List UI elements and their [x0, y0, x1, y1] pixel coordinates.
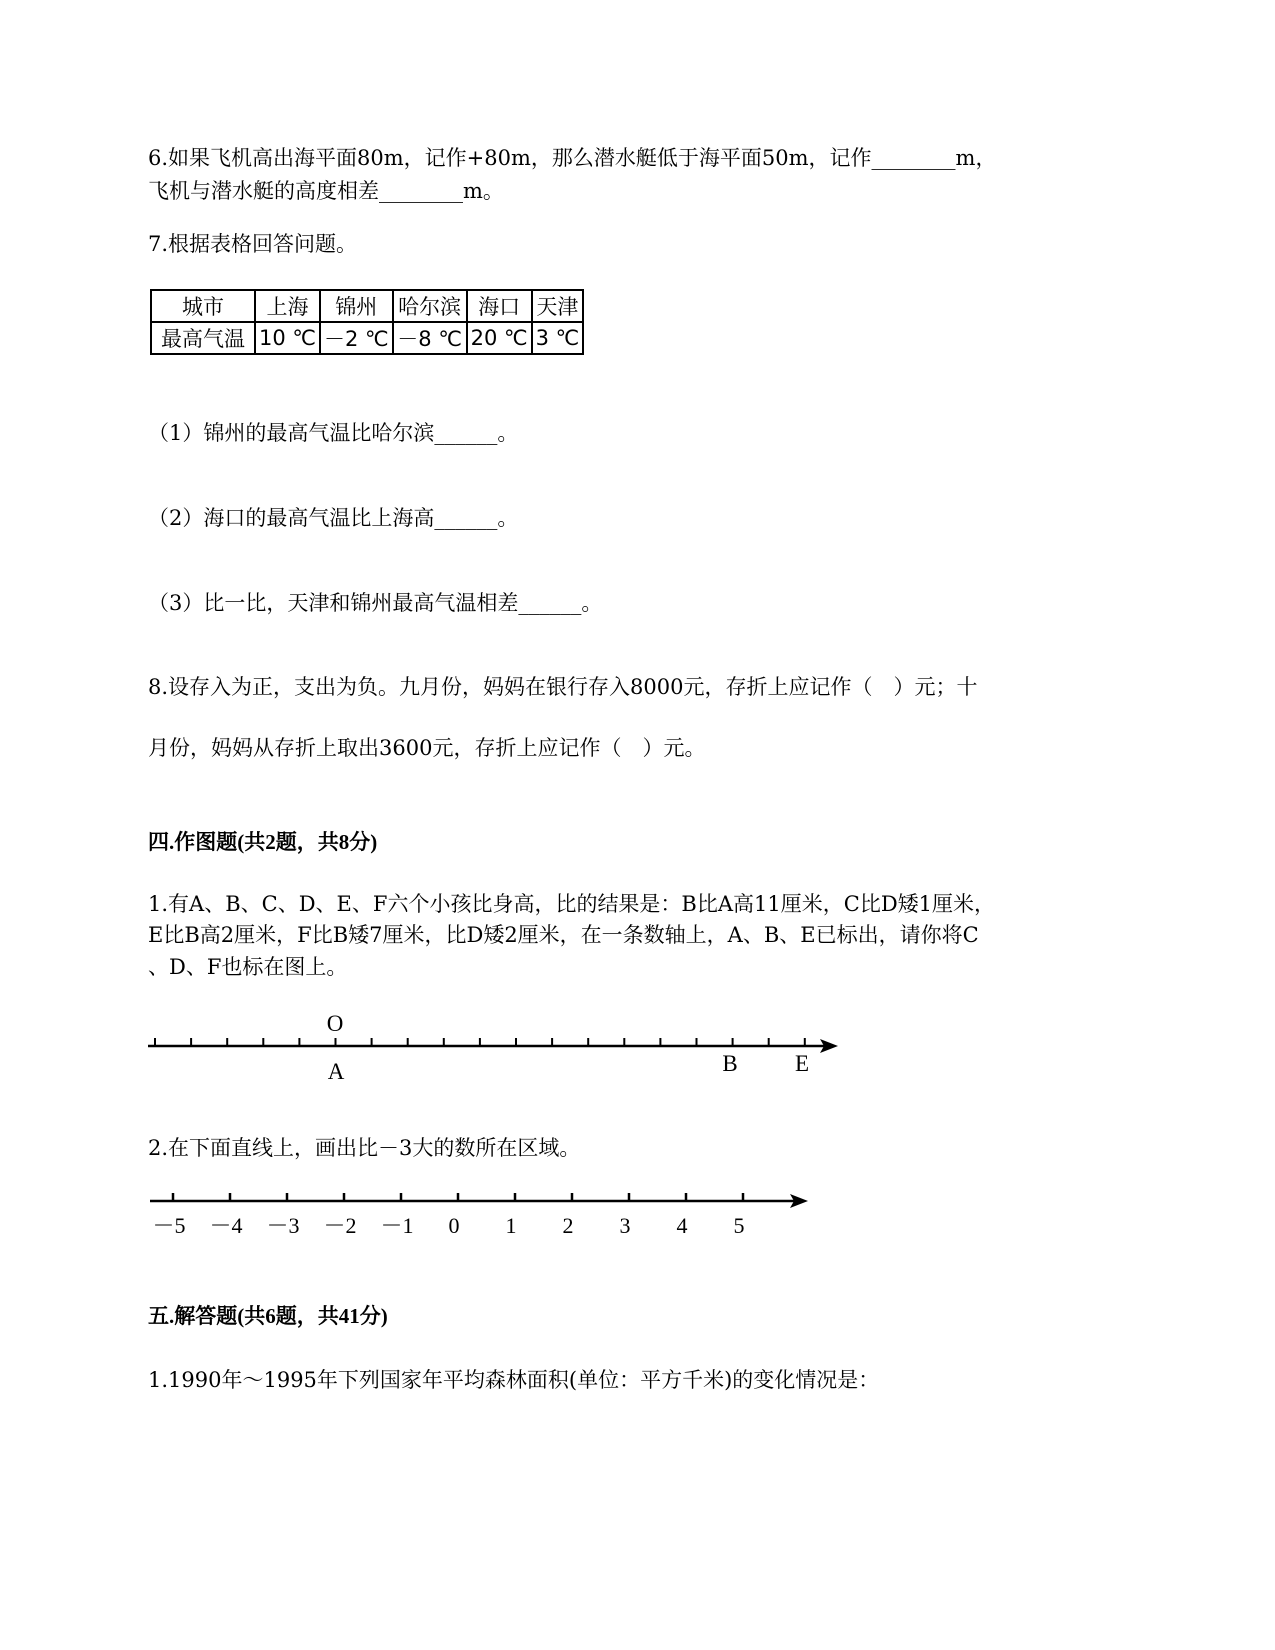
point-label-b: B [722, 1051, 738, 1076]
table-cell: 10 ℃ [255, 322, 320, 354]
table-row-temperature [151, 322, 583, 354]
s4-p1-line-3: 、D、F也标在图上。 [148, 955, 348, 979]
table-cell: 天津 [532, 290, 584, 322]
table-cell: 3 ℃ [532, 322, 584, 354]
section-4-heading: 四.作图题(共2题，共8分) [148, 830, 378, 854]
s5-p1: 1.1990年～1995年下列国家年平均森林面积(单位：平方千米)的变化情况是： [148, 1368, 880, 1392]
s4-p1-line-1: 1.有A、B、C、D、E、F六个小孩比身高，比的结果是：B比A高11厘米，C比D矮1厘米， [148, 892, 996, 916]
table-row-header [151, 290, 583, 322]
point-label-e: E [794, 1051, 810, 1076]
tick-label: －5 [152, 1213, 186, 1238]
tick-label: －4 [209, 1213, 243, 1238]
temperature-table [150, 289, 584, 355]
table-cell: 哈尔滨 [393, 290, 467, 322]
q8-line-1: 8.设存入为正，支出为负。九月份，妈妈在银行存入8000元，存折上应记作（ ）元；十 [148, 675, 978, 699]
origin-label: O [326, 1011, 344, 1036]
tick-label: 5 [733, 1213, 745, 1238]
axis-tick-labels [152, 1213, 744, 1238]
tick-label: 1 [505, 1213, 517, 1238]
tick-label: －3 [266, 1213, 300, 1238]
tick-label: 4 [676, 1213, 688, 1238]
tick-label: －2 [323, 1213, 357, 1238]
number-line-1 [0, 1005, 860, 1095]
table-cell: 锦州 [320, 290, 393, 322]
number-line-2 [0, 1185, 860, 1245]
table-cell: 海口 [467, 290, 532, 322]
tick-label: 2 [562, 1213, 574, 1238]
table-cell: 20 ℃ [467, 322, 532, 354]
tick-label: 0 [448, 1213, 460, 1238]
table-cell: 城市 [151, 290, 255, 322]
section-5-heading: 五.解答题(共6题，共41分) [148, 1304, 388, 1328]
table-cell: 最高气温 [151, 322, 255, 354]
table-cell: －8 ℃ [393, 322, 467, 354]
q6-line-2: 飞机与潜水艇的高度相差________m。 [148, 179, 504, 203]
point-label-a: A [327, 1059, 345, 1084]
q7-sub-2: （2）海口的最高气温比上海高______。 [148, 506, 519, 530]
q7-title: 7.根据表格回答问题。 [148, 232, 358, 256]
table-cell: 上海 [255, 290, 320, 322]
s4-p2: 2.在下面直线上，画出比－3大的数所在区域。 [148, 1136, 581, 1160]
tick-label: 3 [619, 1213, 631, 1238]
q8-line-2: 月份，妈妈从存折上取出3600元，存折上应记作（ ）元。 [148, 736, 706, 760]
q6-line-1: 6.如果飞机高出海平面80m，记作+80m，那么潜水艇低于海平面50m，记作________m， [148, 146, 997, 170]
s4-p1-line-2: E比B高2厘米，F比B矮7厘米，比D矮2厘米，在一条数轴上，A、B、E已标出，请你将C [148, 923, 979, 947]
table-cell: －2 ℃ [320, 322, 393, 354]
tick-label: －1 [380, 1213, 414, 1238]
q7-sub-1: （1）锦州的最高气温比哈尔滨______。 [148, 421, 519, 445]
q7-sub-3: （3）比一比，天津和锦州最高气温相差______。 [148, 591, 603, 615]
